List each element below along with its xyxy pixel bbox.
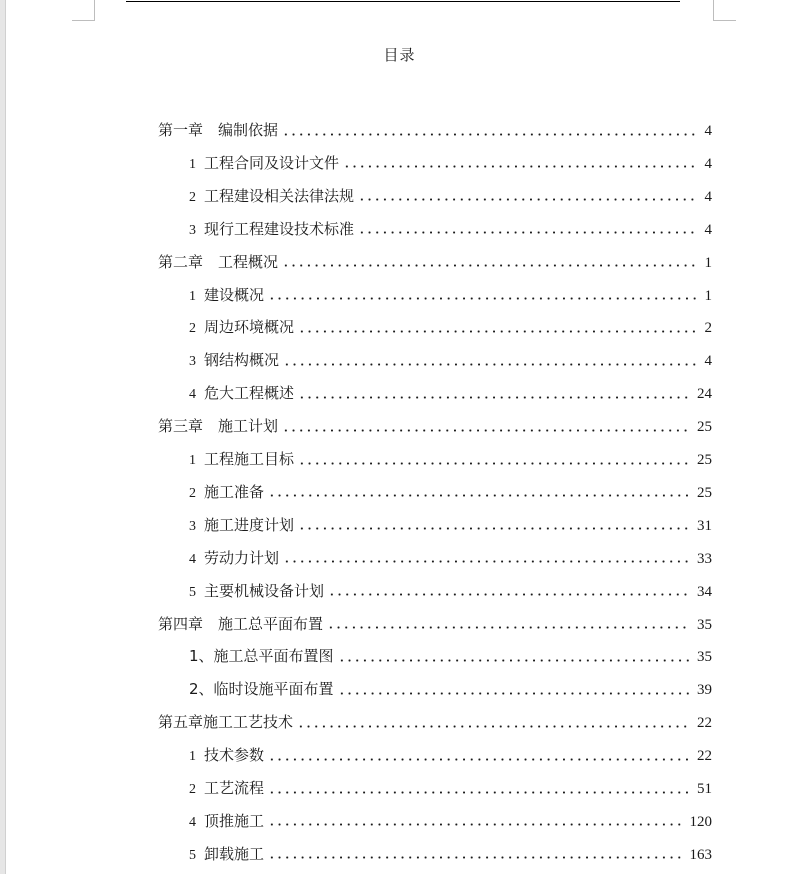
toc-dot-leader (297, 725, 691, 728)
toc-entry-label: 现行工程建设技术标准 (204, 219, 355, 238)
toc-entry-text (158, 711, 293, 732)
toc-page-number: 35 (697, 649, 712, 666)
toc-entry-text (158, 349, 279, 370)
toc-entry-text (158, 810, 264, 831)
toc-page-number: 4 (704, 353, 712, 370)
toc-dot-leader (338, 692, 691, 695)
toc-dot-leader (268, 823, 683, 826)
toc-entry-number: 2 (189, 485, 196, 501)
toc-entry-label: 施工准备 (204, 482, 265, 501)
toc-section-entry[interactable] (158, 185, 712, 207)
toc-entry-text (158, 152, 339, 173)
toc-entry-number: 1 (189, 288, 196, 304)
toc-dot-leader (338, 659, 691, 662)
toc-dot-leader (268, 856, 683, 859)
toc-dot-leader (343, 165, 698, 168)
toc-entry-number: 3 (189, 518, 196, 534)
toc-page-number: 22 (697, 715, 712, 732)
toc-section-entry[interactable] (158, 547, 712, 569)
toc-entry-number: 3 (189, 354, 196, 370)
toc-entry-text (158, 481, 264, 502)
toc-entry-label: 建设概况 (204, 285, 265, 304)
toc-section-entry[interactable] (158, 843, 712, 865)
toc-entry-text (158, 777, 264, 798)
toc-chapter-entry[interactable] (158, 251, 712, 273)
toc-dot-leader (298, 527, 691, 530)
toc-entry-label: 1、施工总平面布置图 (189, 647, 334, 666)
toc-entry-text (158, 119, 278, 140)
toc-chapter-entry[interactable] (158, 119, 712, 141)
toc-page-number: 33 (697, 550, 712, 567)
toc-section-entry[interactable] (158, 218, 712, 240)
toc-section-entry[interactable] (158, 349, 712, 371)
toc-entry-label: 工程合同及设计文件 (204, 153, 340, 172)
toc-entry-number: 1 (189, 453, 196, 468)
toc-entry-number: 4 (189, 387, 196, 403)
toc-chapter-entry[interactable] (158, 613, 712, 635)
toc-section-entry[interactable] (158, 810, 712, 832)
toc-entry-number: 5 (189, 847, 196, 863)
toc-entry-number: 2 (189, 782, 196, 797)
toc-entry-label: 施工进度计划 (204, 515, 295, 534)
toc-entry-number: 2 (189, 321, 196, 337)
toc-dot-leader (358, 231, 698, 234)
toc-entry-label: 劳动力计划 (204, 548, 280, 567)
toc-dot-leader (268, 758, 691, 761)
toc-entry-label: 工程施工目标 (204, 450, 295, 468)
toc-page-number: 25 (697, 419, 712, 436)
toc-entry-label: 钢结构概况 (204, 351, 280, 370)
toc-entry-text (158, 316, 294, 337)
toc-dot-leader (328, 593, 691, 596)
toc-entry-number: 5 (189, 584, 196, 600)
toc-entry-text (158, 613, 323, 634)
page-gutter (0, 0, 6, 874)
toc-page-number: 22 (697, 748, 712, 765)
toc-entry-text (158, 185, 354, 206)
toc-page-number: 31 (697, 517, 712, 534)
toc-entry-text (158, 645, 334, 666)
toc-entry-label: 主要机械设备计划 (204, 581, 325, 600)
toc-page-number: 2 (704, 320, 712, 337)
toc-entry-label: 卸载施工 (204, 844, 265, 863)
toc-entry-text (158, 580, 324, 601)
toc-entry-label: 顶推施工 (204, 811, 265, 830)
toc-dot-leader (268, 297, 698, 300)
toc-title: 目录 (383, 46, 416, 64)
toc-dot-leader (283, 560, 691, 563)
toc-entry-text (158, 284, 264, 305)
toc-page-number: 4 (704, 221, 712, 238)
toc-entry-number: 2 (189, 189, 196, 205)
toc-entry-label: 第一章 编制依据 (158, 121, 279, 139)
toc-entry-text (158, 678, 334, 699)
toc-page-number: 163 (689, 846, 712, 863)
toc-page-number: 39 (697, 682, 712, 699)
toc-chapter-entry[interactable] (158, 711, 712, 733)
toc-page-number: 24 (697, 386, 712, 403)
toc-page-number: 4 (704, 123, 712, 139)
toc-dot-leader (358, 198, 698, 201)
toc-dot-leader (298, 396, 691, 399)
toc-page-number: 51 (697, 781, 712, 797)
toc-entry-text (158, 382, 294, 403)
toc-page-number: 1 (704, 254, 712, 271)
toc-entry-number: 1 (189, 749, 196, 765)
margin-corner-mark-left (72, 0, 95, 21)
toc-entry-label: 2、临时设施平面布置 (189, 680, 334, 699)
toc-page-number: 25 (697, 452, 712, 468)
toc-entry-number: 1 (189, 156, 196, 172)
toc-entry-label: 第四章 施工总平面布置 (158, 614, 324, 633)
toc-entry-text (158, 251, 278, 272)
toc-entry-number: 3 (189, 222, 196, 238)
toc-dot-leader (298, 462, 691, 465)
toc-section-entry[interactable] (158, 645, 712, 667)
toc-entry-text (158, 547, 279, 568)
toc-entry-label: 工艺流程 (204, 779, 265, 797)
toc-entry-label: 第二章 工程概况 (158, 252, 279, 271)
toc-page-number: 4 (704, 155, 712, 172)
toc-dot-leader (268, 791, 691, 794)
toc-dot-leader (283, 363, 698, 366)
toc-entry-text (158, 843, 264, 864)
toc-dot-leader (298, 330, 698, 333)
toc-entry-text (158, 514, 294, 535)
toc-chapter-entry[interactable] (158, 415, 712, 437)
toc-dot-leader (282, 429, 691, 432)
toc-entry-text (158, 218, 354, 239)
toc-section-entry[interactable] (158, 580, 712, 602)
toc-dot-leader (282, 264, 698, 267)
toc-entry-number: 4 (189, 551, 196, 567)
header-rule (126, 1, 680, 2)
toc-entry-text (158, 744, 264, 765)
toc-page-number: 25 (697, 484, 712, 501)
toc-section-entry[interactable] (158, 481, 712, 503)
toc-page-number: 34 (697, 583, 712, 600)
toc-page-number: 35 (697, 616, 712, 633)
toc-entry-text (158, 415, 278, 436)
toc-entry-number: 4 (189, 814, 196, 830)
toc-entry-label: 工程建设相关法律法规 (204, 186, 355, 205)
toc-dot-leader (282, 133, 698, 136)
toc-section-entry[interactable] (158, 514, 712, 536)
toc-section-entry[interactable] (158, 744, 712, 766)
toc-entry-label: 技术参数 (204, 746, 265, 765)
toc-section-entry[interactable] (158, 316, 712, 338)
toc-entry-label: 周边环境概况 (204, 318, 295, 337)
margin-corner-mark-right (713, 0, 736, 21)
toc-entry-label: 第三章 施工计划 (158, 417, 279, 436)
toc-page-number: 120 (689, 813, 712, 830)
toc-entry-label: 第五章施工工艺技术 (158, 713, 294, 732)
toc-page-number: 1 (704, 287, 712, 304)
toc-section-entry[interactable] (158, 152, 712, 174)
toc-page-number: 4 (704, 188, 712, 205)
toc-entry-text (158, 448, 294, 469)
toc-section-entry[interactable] (158, 777, 712, 799)
toc-entry-label: 危大工程概述 (204, 384, 295, 403)
toc-section-entry[interactable] (158, 678, 712, 700)
toc-section-entry[interactable] (158, 382, 712, 404)
toc-section-entry[interactable] (158, 284, 712, 306)
toc-dot-leader (268, 494, 691, 497)
toc-section-entry[interactable] (158, 448, 712, 470)
toc-dot-leader (327, 626, 691, 629)
